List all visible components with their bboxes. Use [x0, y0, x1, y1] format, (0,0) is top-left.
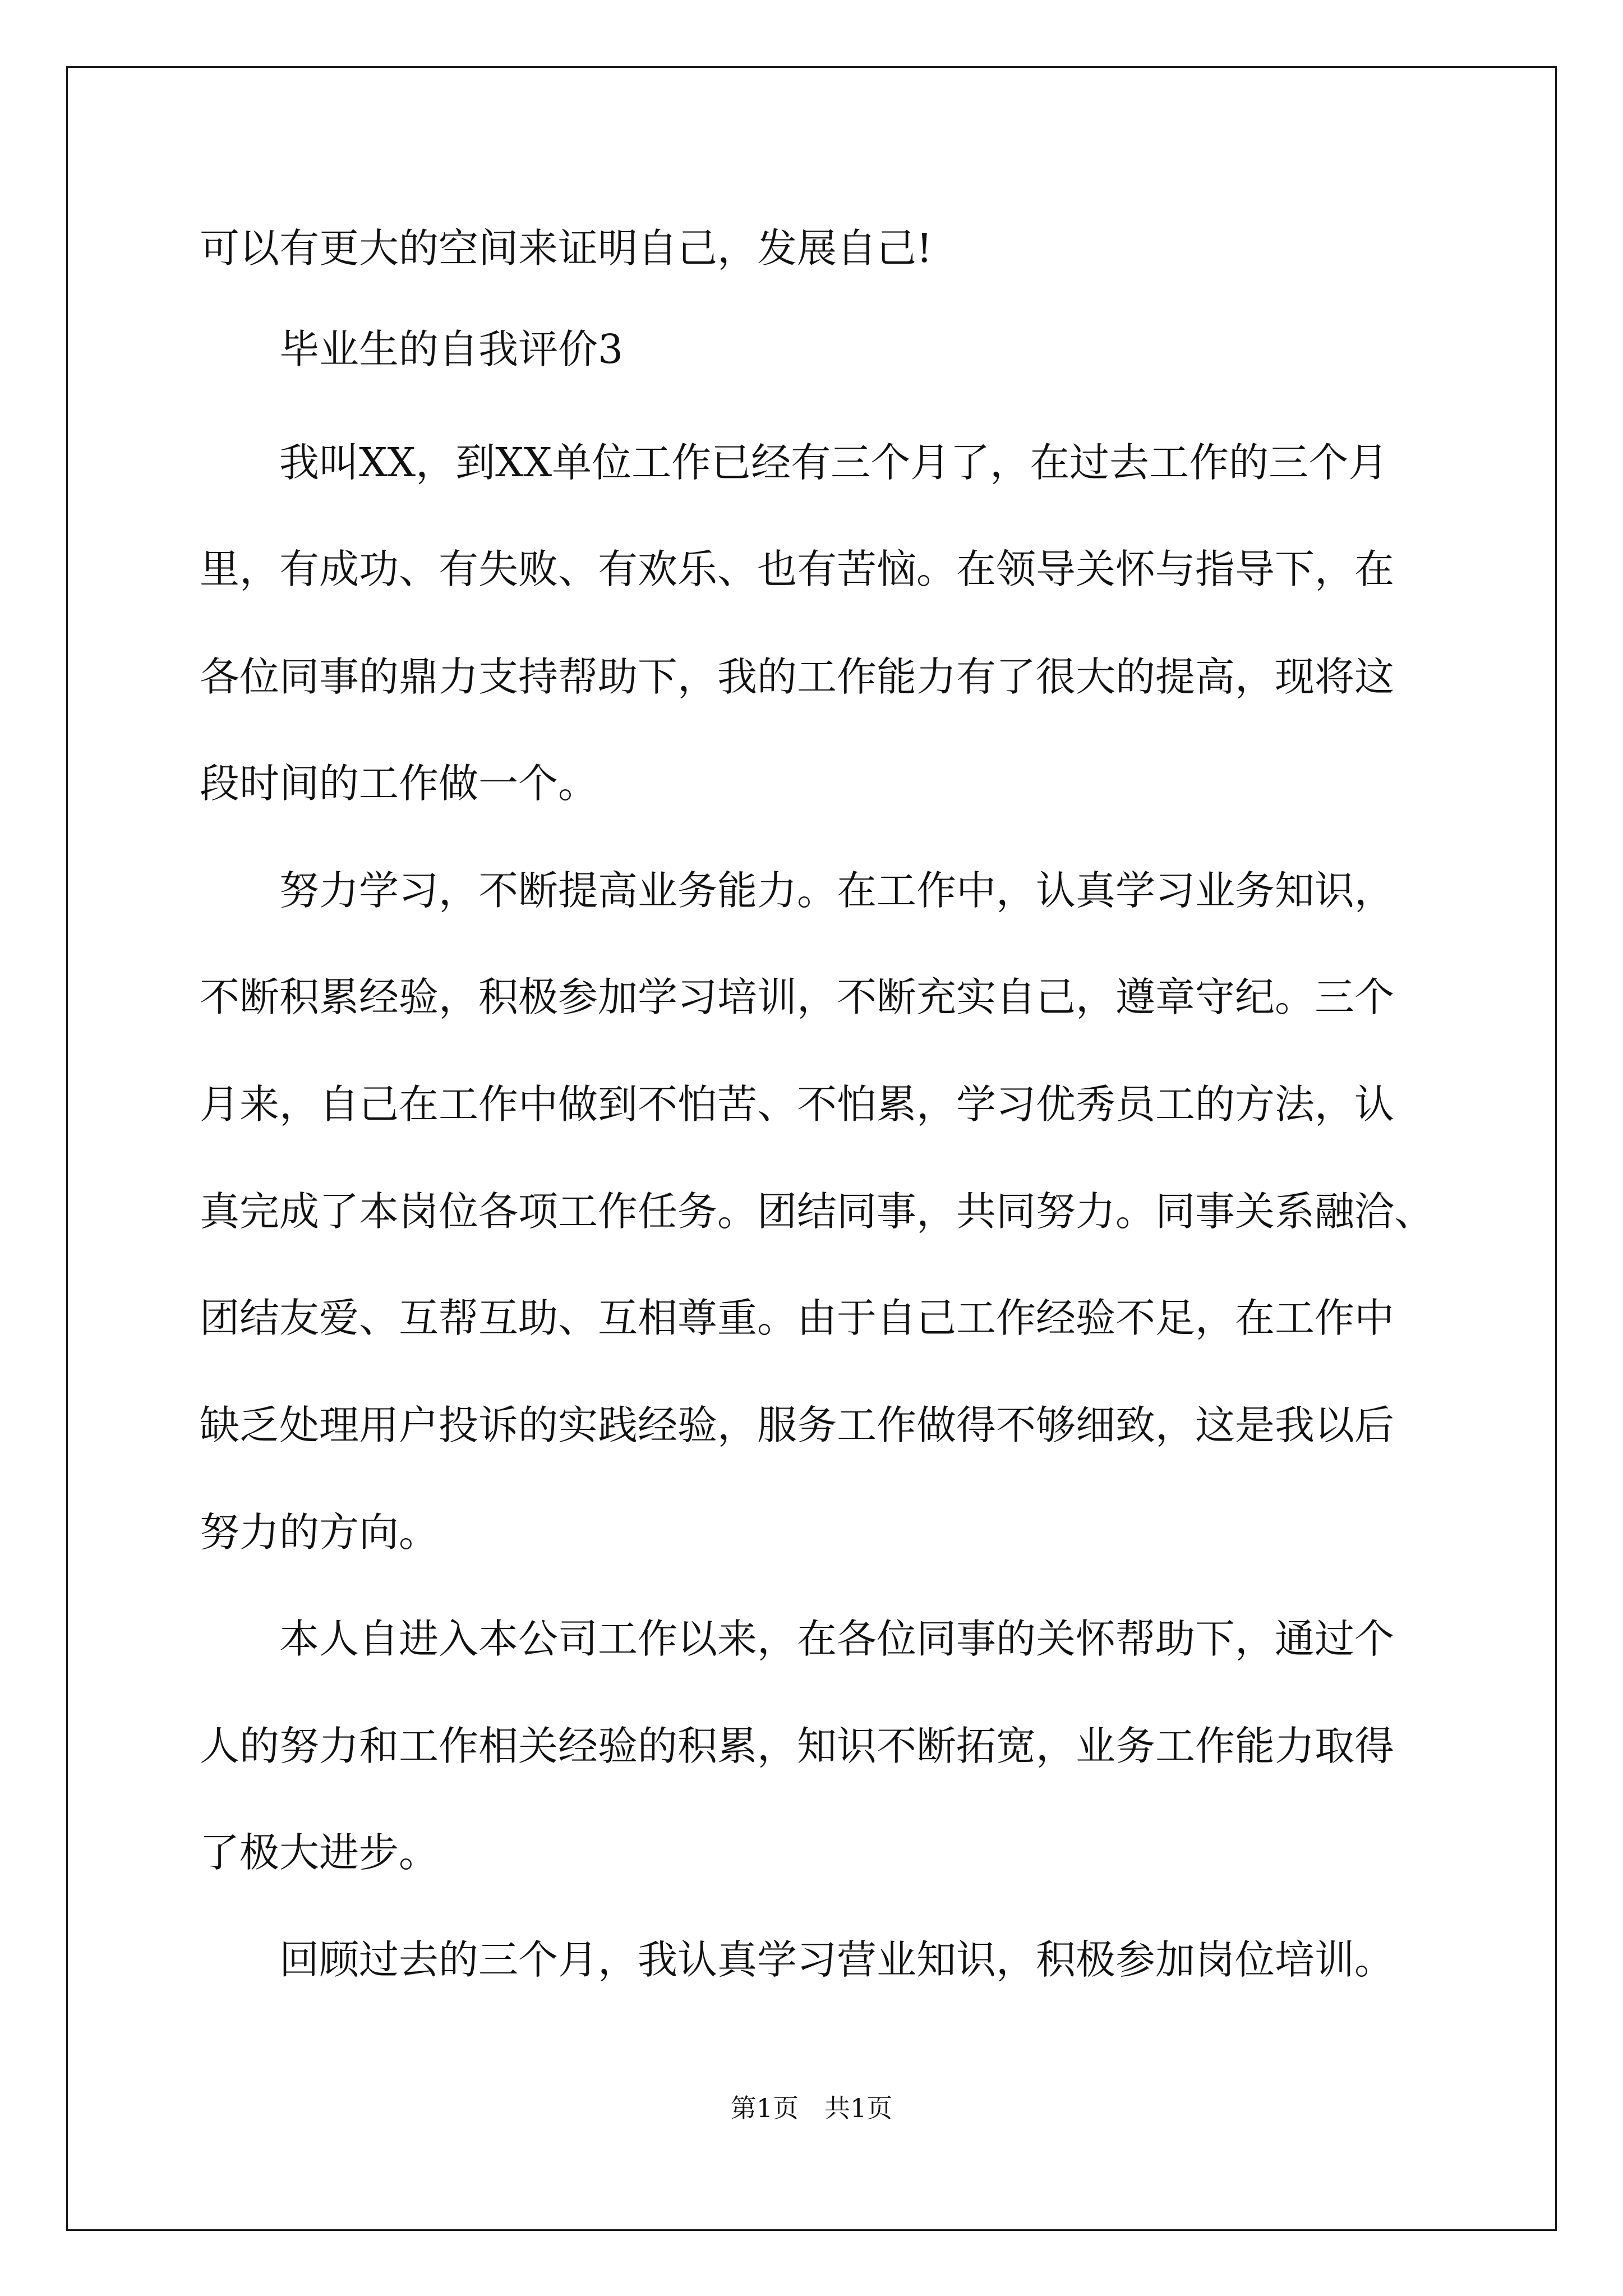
text-line-11: 团结友爱、互帮互助、互相尊重。由于自己工作经验不足，在工作中: [200, 1295, 1395, 1341]
page-border: [66, 66, 1557, 2231]
text-line-8: 不断积累经验，积极参加学习培训，不断充实自己，遵章守纪。三个: [200, 974, 1395, 1020]
text-line-17: 回顾过去的三个月，我认真学习营业知识，积极参加岗位培训。: [200, 1936, 1395, 1983]
text-line-14: 本人自进入本公司工作以来，在各位同事的关怀帮助下，通过个: [200, 1616, 1395, 1662]
text-line-12: 缺乏处理用户投诉的实践经验，服务工作做得不够细致，这是我以后: [200, 1402, 1395, 1448]
page-number-footer: 第1页 共1页: [730, 2093, 893, 2123]
text-line-9: 月来，自己在工作中做到不怕苦、不怕累，学习优秀员工的方法，认: [200, 1081, 1395, 1128]
text-line-4: 里，有成功、有失败、有欢乐、也有苦恼。在领导关怀与指导下，在: [200, 546, 1395, 592]
text-line-10: 真完成了本岗位各项工作任务。团结同事，共同努力。同事关系融洽、: [200, 1188, 1435, 1235]
text-line-7: 努力学习，不断提高业务能力。在工作中，认真学习业务知识，: [200, 867, 1395, 914]
text-line-3: 我叫XX，到XX单位工作已经有三个月了，在过去工作的三个月: [200, 439, 1389, 486]
text-line-6: 段时间的工作做一个。: [200, 760, 598, 807]
text-line-13: 努力的方向。: [200, 1509, 439, 1556]
text-line-15: 人的努力和工作相关经验的积累，知识不断拓宽，业务工作能力取得: [200, 1723, 1395, 1769]
text-line-16: 了极大进步。: [200, 1829, 439, 1876]
text-line-1: 可以有更大的空间来证明自己，发展自己!: [200, 225, 933, 272]
section-heading: 毕业生的自我评价3: [200, 326, 624, 372]
text-line-5: 各位同事的鼎力支持帮助下，我的工作能力有了很大的提高，现将这: [200, 654, 1395, 700]
